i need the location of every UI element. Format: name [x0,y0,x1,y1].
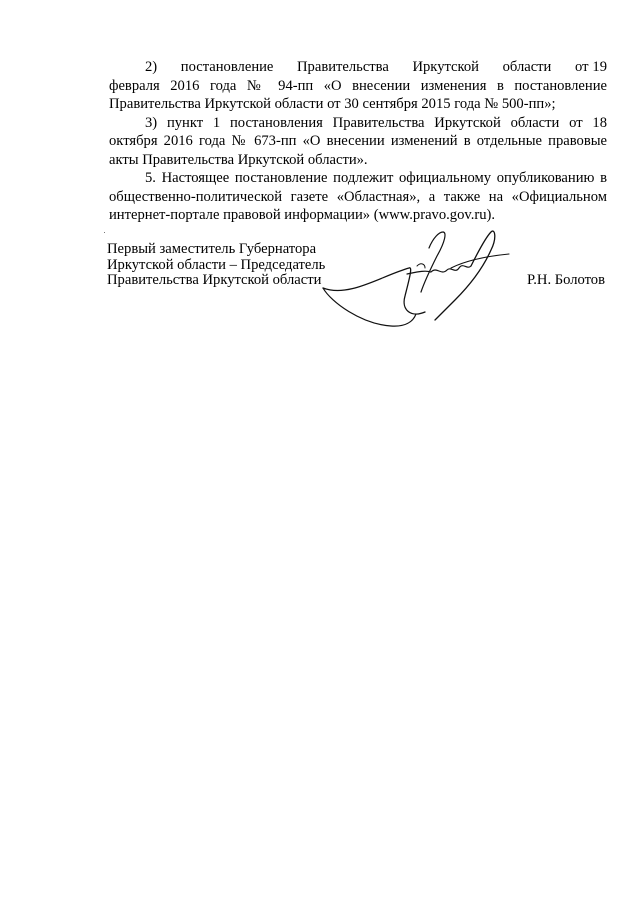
paragraph-item-2: 2) постановление Правительства Иркутской области от 19 февраля 2016 года № 94-пп «О внесении изменения в постановление Правительства Иркутской области от 30 сентября 2015 года № 500-пп»; [109,59,607,112]
signer-title-line-3: Правительства Иркутской области [107,272,322,288]
handwritten-signature [321,226,511,331]
signer-title-line-1: Первый заместитель Губернатора [107,241,317,257]
signature-block [107,242,607,332]
document-body [109,58,607,225]
signer-title-line-2: Иркутской области – Председатель [107,256,326,273]
paragraph-item-5: 5. Настоящее постановление подлежит официальному опубликованию в общественно-политической газете «Областная», а также на «Официальном интернет-портале правовой информации» (www.pravo.gov.ru). [109,170,607,223]
paragraph-item-3: 3) пункт 1 постановления Правительства Иркутской области от 18 октября 2016 года № 673-пп «О внесении изменений в отдельные правовые акты Правительства Иркутской области». [109,114,607,168]
scan-artifact-dot [104,232,105,233]
signer-name: Р.Н. Болотов [526,272,605,288]
